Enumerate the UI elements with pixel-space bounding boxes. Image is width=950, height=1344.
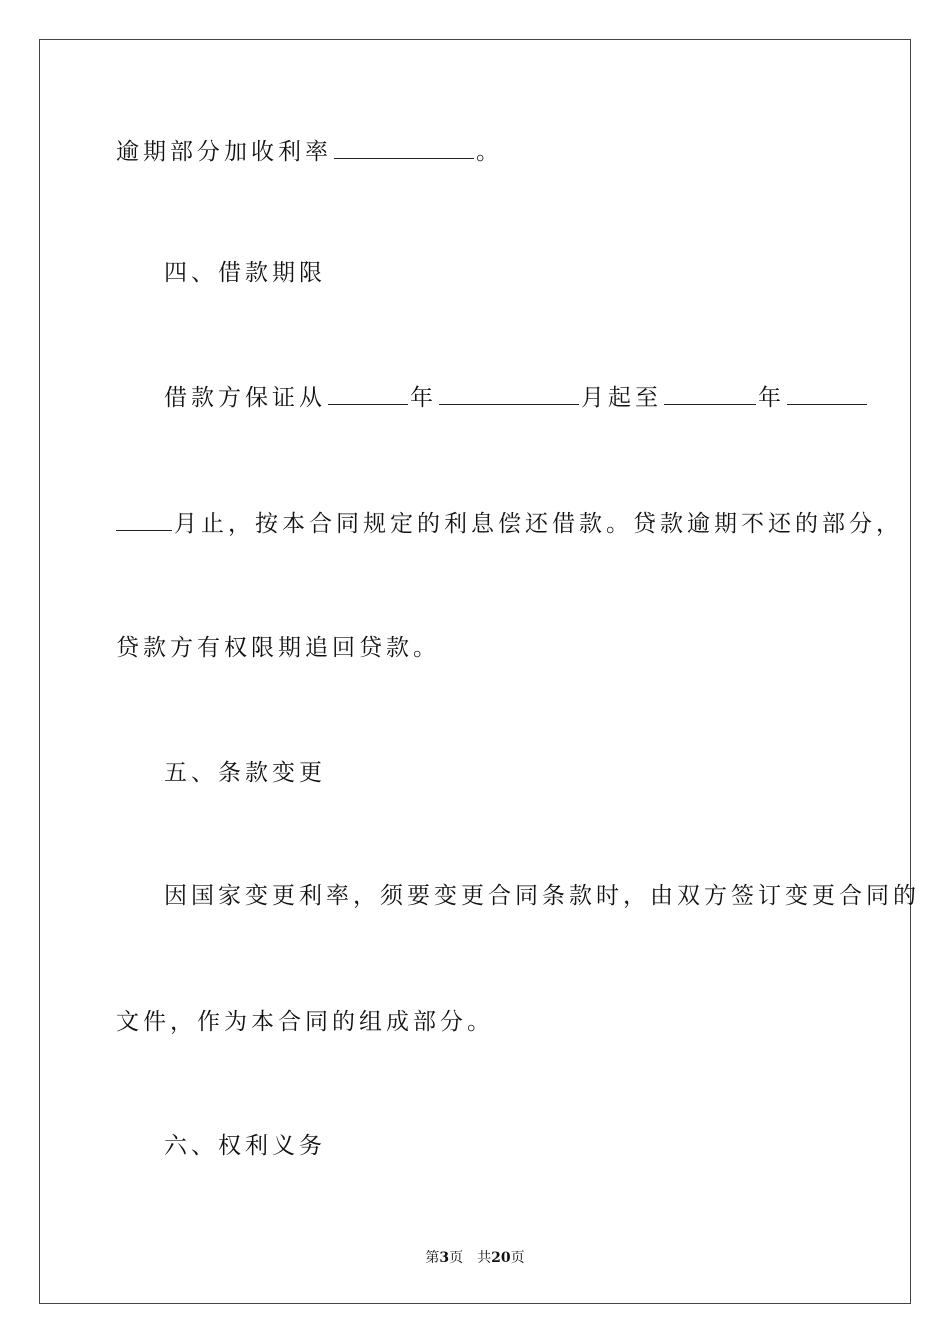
loan-term-line [164,383,869,413]
overdue-rate-blank[interactable] [334,138,474,159]
total-pages: 20 [491,1250,511,1266]
page-prefix: 第 [425,1250,440,1266]
page-number: 3 [439,1250,450,1266]
section-heading-rights-obligations: 六、权利义务 [164,1133,326,1159]
total-prefix: 共 [477,1250,492,1266]
repayment-line [116,509,903,539]
start-month-blank[interactable] [439,384,579,405]
loan-term-text-2: 年 [410,385,437,411]
page-footer [0,1247,950,1267]
loan-term-text-1: 借款方保证从 [164,385,326,411]
end-year-blank[interactable] [664,384,756,405]
end-month-blank-start[interactable] [787,384,867,405]
overdue-rate-end: 。 [476,139,503,165]
loan-term-text-3: 月起至 [581,385,662,411]
repayment-text: 月止，按本合同规定的利息偿还借款。贷款逾期不还的部分， [174,511,903,537]
end-month-blank-cont[interactable] [116,510,172,531]
overdue-rate-text: 逾期部分加收利率 [116,139,332,165]
recovery-line: 贷款方有权限期追回贷款。 [116,635,440,661]
loan-term-text-4: 年 [758,385,785,411]
page-border [39,39,911,1304]
section-heading-terms-change: 五、条款变更 [164,760,326,786]
terms-change-line-2: 文件，作为本合同的组成部分。 [116,1009,494,1035]
start-year-blank[interactable] [328,384,408,405]
terms-change-line-1: 因国家变更利率，须要变更合同条款时，由双方签订变更合同的 [164,883,920,909]
total-suffix: 页 [510,1250,525,1266]
page-suffix: 页 [449,1250,464,1266]
overdue-rate-line [116,137,503,167]
section-heading-loan-term: 四、借款期限 [164,260,326,286]
